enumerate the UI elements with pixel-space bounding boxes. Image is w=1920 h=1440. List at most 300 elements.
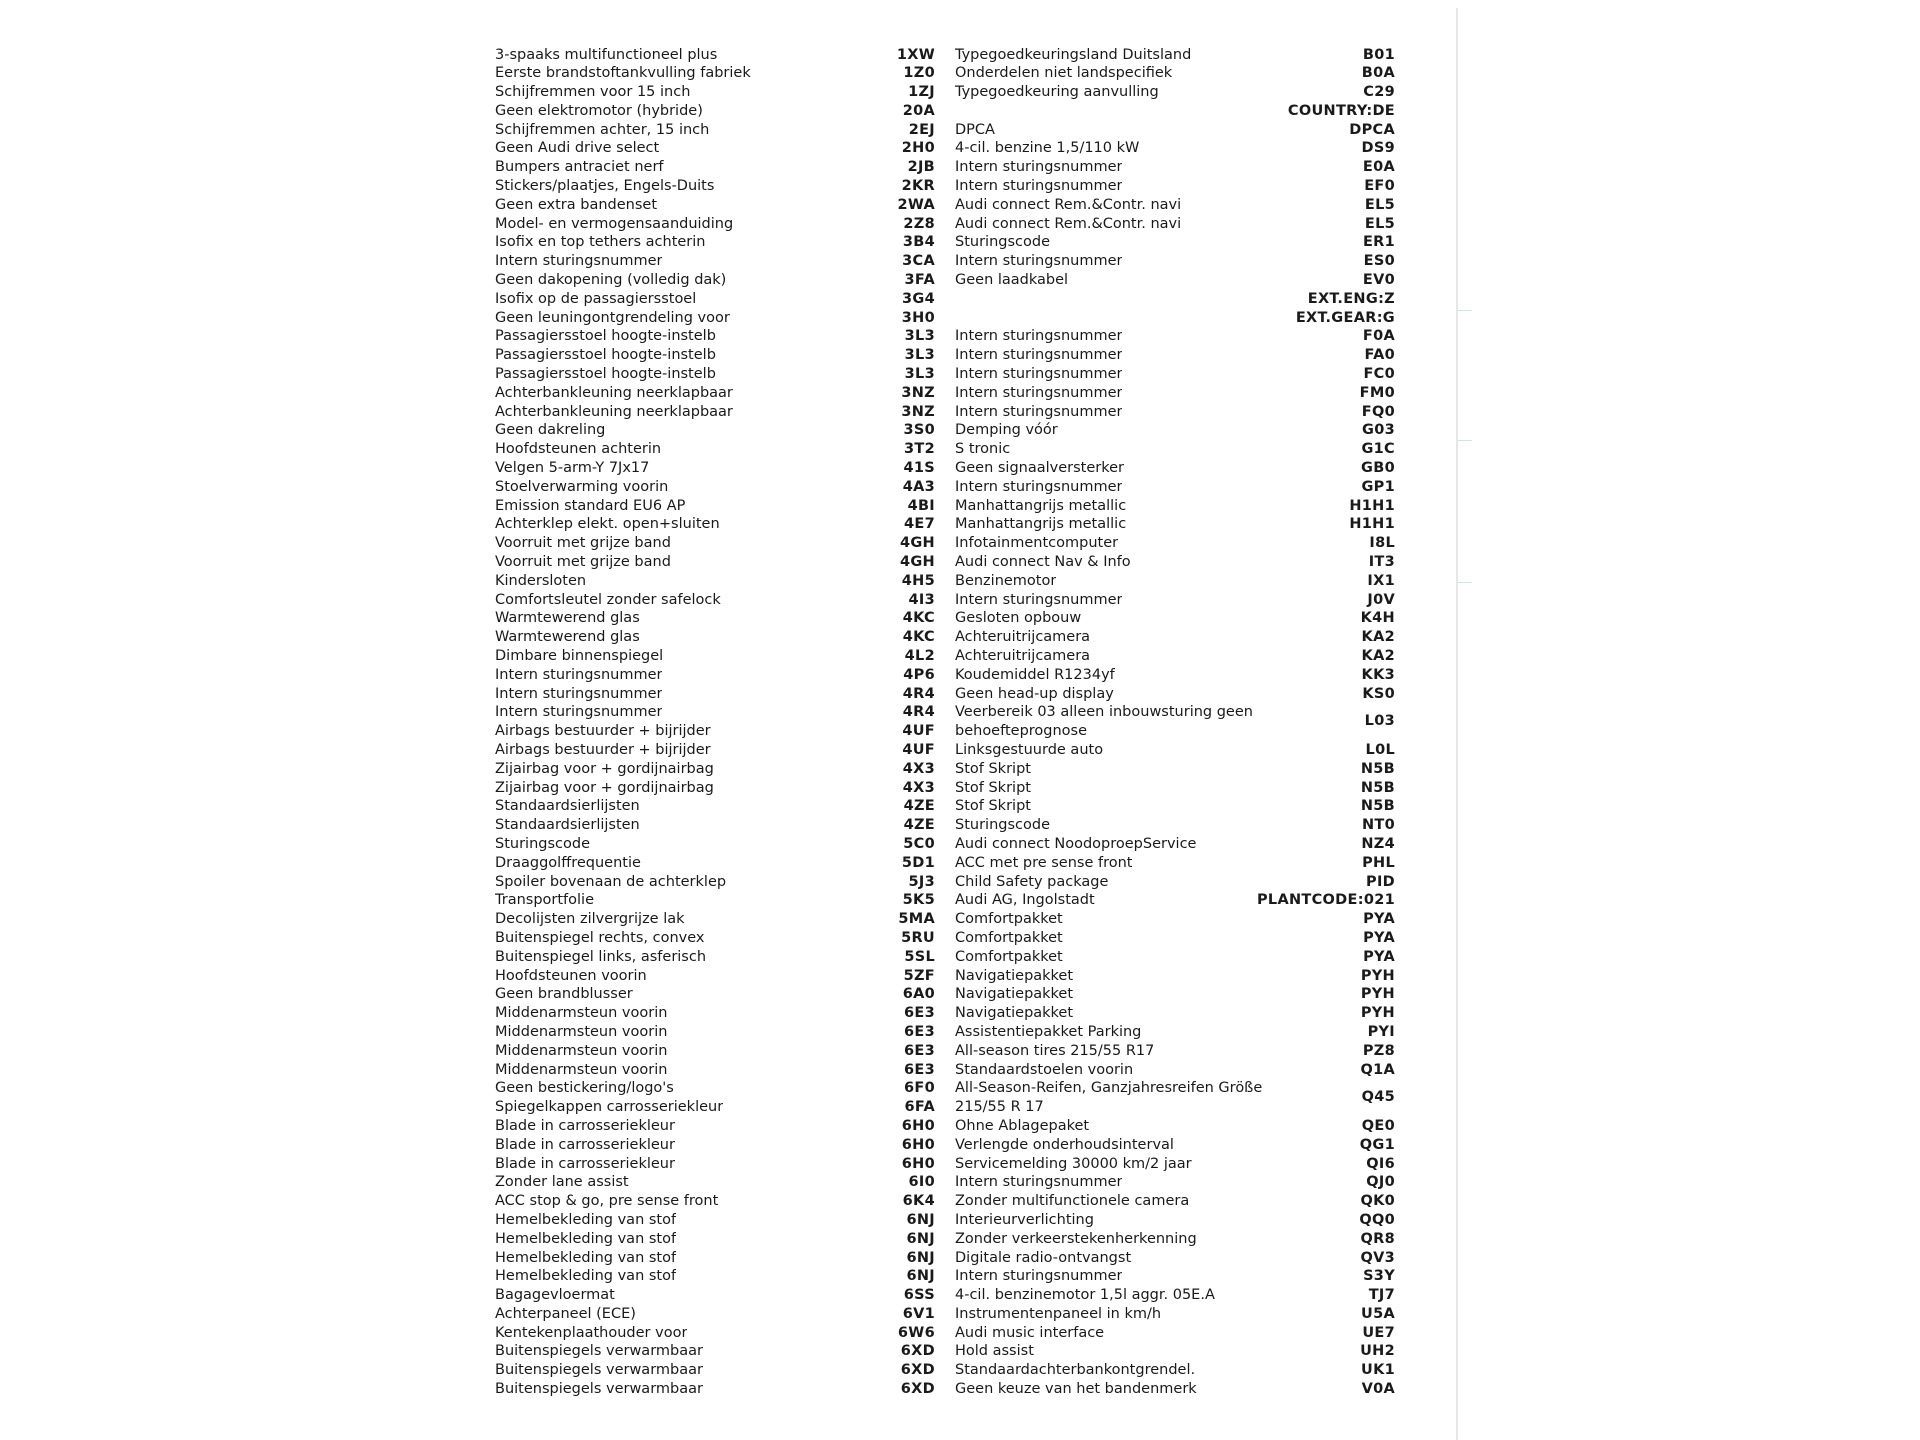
option-description: Intern sturingsnummer — [955, 478, 1123, 495]
option-description: Warmtewerend glas — [495, 629, 640, 646]
option-code: 5SL — [904, 948, 935, 965]
option-row — [955, 553, 1395, 572]
option-row — [495, 1211, 935, 1230]
option-row — [495, 797, 935, 816]
option-code: 6V1 — [902, 1305, 935, 1322]
option-row — [495, 1117, 935, 1136]
option-description: Blade in carrosseriekleur — [495, 1155, 675, 1172]
option-description: 4-cil. benzine 1,5/110 kW — [955, 140, 1140, 157]
option-code: 4X3 — [902, 779, 935, 796]
option-code: KS0 — [1362, 685, 1395, 702]
option-code: QQ0 — [1359, 1211, 1395, 1228]
option-row — [495, 1305, 935, 1324]
option-description: Intern sturingsnummer — [955, 253, 1123, 270]
option-description: Buitenspiegels verwarmbaar — [495, 1343, 703, 1360]
option-description: Middenarmsteun voorin — [495, 1005, 668, 1022]
option-description: All-season tires 215/55 R17 — [955, 1042, 1155, 1059]
option-row — [955, 1061, 1395, 1080]
option-description: Model- en vermogensaanduiding — [495, 215, 734, 232]
option-row — [955, 497, 1395, 516]
option-row — [955, 891, 1395, 910]
option-row — [955, 158, 1395, 177]
option-code: 5ZF — [903, 967, 935, 984]
option-code: 20A — [902, 102, 935, 119]
option-code: 4R4 — [902, 685, 935, 702]
option-code: 3FA — [904, 272, 935, 289]
option-code: 3L3 — [904, 347, 935, 364]
option-row — [495, 1023, 935, 1042]
option-row — [955, 1211, 1395, 1230]
option-row — [495, 1286, 935, 1305]
option-row — [495, 609, 935, 628]
option-row — [495, 741, 935, 760]
option-description: Middenarmsteun voorin — [495, 1042, 668, 1059]
option-row — [955, 741, 1395, 760]
option-code: 3NZ — [901, 403, 935, 420]
option-description: Geen keuze van het bandenmerk — [955, 1381, 1197, 1398]
option-row — [955, 816, 1395, 835]
options-list-right — [955, 46, 1395, 1399]
option-row — [955, 591, 1395, 610]
option-description: Zijairbag voor + gordijnairbag — [495, 760, 714, 777]
option-row — [955, 121, 1395, 140]
option-description: Geen extra bandenset — [495, 196, 658, 213]
option-row — [495, 1155, 935, 1174]
option-code: C29 — [1363, 84, 1395, 101]
option-description: Transportfolie — [495, 892, 594, 909]
option-row — [955, 309, 1395, 328]
option-code: FM0 — [1359, 384, 1395, 401]
option-code: QI6 — [1366, 1155, 1395, 1172]
option-description: Assistentiepakket Parking — [955, 1023, 1142, 1040]
option-row — [955, 290, 1395, 309]
option-code: 41S — [903, 460, 935, 477]
option-description: Middenarmsteun voorin — [495, 1023, 668, 1040]
option-code: 6SS — [903, 1287, 935, 1304]
option-row — [495, 478, 935, 497]
option-description: Benzinemotor — [955, 572, 1057, 589]
option-description: Stof Skript — [955, 760, 1031, 777]
option-description: Comfortsleutel zonder safelock — [495, 591, 721, 608]
option-code: 3L3 — [904, 366, 935, 383]
option-row — [955, 384, 1395, 403]
option-description: 4-cil. benzinemotor 1,5l aggr. 05E.A — [955, 1287, 1215, 1304]
option-description: ACC met pre sense front — [955, 854, 1133, 871]
option-code: 6F0 — [904, 1080, 935, 1097]
option-row — [955, 515, 1395, 534]
option-code: 3T2 — [904, 441, 935, 458]
option-row — [495, 1192, 935, 1211]
option-code: DS9 — [1361, 140, 1395, 157]
option-description: Ohne Ablagepaket — [955, 1117, 1090, 1134]
option-row — [955, 835, 1395, 854]
option-code: UE7 — [1362, 1324, 1395, 1341]
option-code: 3NZ — [901, 384, 935, 401]
option-description: Schijfremmen achter, 15 inch — [495, 121, 710, 138]
option-code: PLANTCODE:021 — [1257, 892, 1395, 909]
option-code: IT3 — [1368, 554, 1395, 571]
option-row — [495, 1136, 935, 1155]
option-code: 2WA — [897, 196, 935, 213]
option-description: Koudemiddel R1234yf — [955, 666, 1115, 683]
option-code: 2JB — [907, 159, 935, 176]
option-row — [955, 1023, 1395, 1042]
option-row — [495, 83, 935, 102]
option-row — [495, 252, 935, 271]
option-code: 5K5 — [902, 892, 935, 909]
option-description: Standaardstoelen voorin — [955, 1061, 1134, 1078]
option-description: Geen dakopening (volledig dak) — [495, 272, 727, 289]
option-row — [495, 1061, 935, 1080]
option-description: Intern sturingsnummer — [955, 328, 1123, 345]
option-description: Achterklep elekt. open+sluiten — [495, 516, 720, 533]
option-code: 3S0 — [903, 422, 935, 439]
option-row — [955, 572, 1395, 591]
option-row — [495, 440, 935, 459]
option-row — [495, 760, 935, 779]
option-row — [955, 215, 1395, 234]
option-row — [495, 46, 935, 65]
option-row — [495, 1249, 935, 1268]
option-row — [495, 835, 935, 854]
option-code: 4GH — [899, 554, 935, 571]
option-description: Spiegelkappen carrosseriekleur — [495, 1099, 724, 1116]
option-code: 6NJ — [906, 1211, 935, 1228]
option-code: 6K4 — [902, 1193, 935, 1210]
option-code: K4H — [1360, 610, 1395, 627]
option-description: Geen bestickering/logo's — [495, 1080, 674, 1097]
option-row — [955, 1136, 1395, 1155]
option-code: UH2 — [1360, 1343, 1395, 1360]
option-code: KA2 — [1361, 629, 1395, 646]
option-code: 6H0 — [901, 1155, 935, 1172]
option-code: EXT.GEAR:G — [1295, 309, 1395, 326]
option-description: Airbags bestuurder + bijrijder — [495, 741, 711, 758]
option-description: Schijfremmen voor 15 inch — [495, 84, 691, 101]
option-row — [955, 1286, 1395, 1305]
option-row — [955, 666, 1395, 685]
option-row — [495, 346, 935, 365]
option-row — [495, 591, 935, 610]
option-row — [955, 271, 1395, 290]
option-description: Zijairbag voor + gordijnairbag — [495, 779, 714, 796]
scan-mark — [1458, 310, 1472, 311]
option-description: Emission standard EU6 AP — [495, 497, 686, 514]
option-code: GP1 — [1361, 478, 1395, 495]
option-description: Hold assist — [955, 1343, 1034, 1360]
option-code: U5A — [1361, 1305, 1395, 1322]
option-description: 3-spaaks multifunctioneel plus — [495, 46, 718, 63]
option-description: Infotainmentcomputer — [955, 535, 1119, 552]
option-description: All-Season-Reifen, Ganzjahresreifen Größe 215/55 R 17 — [955, 1080, 1263, 1116]
option-code: 5D1 — [901, 854, 935, 871]
option-description: Geen signaalversterker — [955, 460, 1125, 477]
option-row — [495, 647, 935, 666]
option-description: Audi music interface — [955, 1324, 1105, 1341]
option-description: Hemelbekleding van stof — [495, 1249, 677, 1266]
option-description: ACC stop & go, pre sense front — [495, 1193, 719, 1210]
option-row — [955, 252, 1395, 271]
option-row — [495, 891, 935, 910]
option-code: FQ0 — [1361, 403, 1395, 420]
option-row — [955, 365, 1395, 384]
option-description: Hoofdsteunen achterin — [495, 441, 662, 458]
option-code: N5B — [1360, 779, 1395, 796]
option-row — [955, 46, 1395, 65]
option-description: Isofix op de passagiersstoel — [495, 290, 697, 307]
option-code: 5C0 — [903, 835, 935, 852]
option-row — [955, 440, 1395, 459]
option-row — [495, 722, 935, 741]
option-code: PYH — [1360, 1005, 1395, 1022]
option-code: 5J3 — [908, 873, 935, 890]
option-code: 6NJ — [906, 1249, 935, 1266]
option-row — [955, 1004, 1395, 1023]
option-code: PYA — [1363, 911, 1395, 928]
option-row — [955, 534, 1395, 553]
option-description: Intern sturingsnummer — [955, 1268, 1123, 1285]
option-code: QR8 — [1360, 1230, 1395, 1247]
option-row — [495, 365, 935, 384]
option-description: Draaggolffrequentie — [495, 854, 641, 871]
option-code: QE0 — [1361, 1117, 1395, 1134]
scan-mark — [1458, 440, 1472, 441]
option-code: IX1 — [1367, 572, 1395, 589]
option-code: ER1 — [1362, 234, 1395, 251]
option-code: 6NJ — [906, 1268, 935, 1285]
option-row — [955, 327, 1395, 346]
option-row — [495, 985, 935, 1004]
option-code: PYH — [1360, 967, 1395, 984]
option-description: Servicemelding 30000 km/2 jaar — [955, 1155, 1192, 1172]
option-row — [495, 1042, 935, 1061]
option-code: H1H1 — [1349, 516, 1395, 533]
option-description: Child Safety package — [955, 873, 1109, 890]
option-description: Zonder verkeerstekenherkenning — [955, 1230, 1197, 1247]
option-code: UK1 — [1361, 1362, 1395, 1379]
option-row — [495, 384, 935, 403]
option-code: 4ZE — [903, 798, 935, 815]
option-description: Velgen 5-arm-Y 7Jx17 — [495, 460, 650, 477]
option-row — [955, 628, 1395, 647]
option-code: 1XW — [896, 46, 935, 63]
option-code: 6FA — [904, 1099, 935, 1116]
option-code: FC0 — [1363, 366, 1395, 383]
option-row — [955, 346, 1395, 365]
option-code: QG1 — [1359, 1136, 1395, 1153]
option-row — [495, 666, 935, 685]
option-code: 2Z8 — [903, 215, 935, 232]
option-row — [495, 121, 935, 140]
option-code: EV0 — [1362, 272, 1395, 289]
option-description: Audi connect NoodoproepService — [955, 835, 1197, 852]
option-code: ES0 — [1363, 253, 1395, 270]
option-description: Hoofdsteunen voorin — [495, 967, 647, 984]
option-code: EF0 — [1364, 178, 1395, 195]
option-row — [955, 139, 1395, 158]
option-description: Buitenspiegel links, asferisch — [495, 948, 707, 965]
option-description: Comfortpakket — [955, 929, 1063, 946]
option-code: QJ0 — [1366, 1174, 1395, 1191]
option-code: 4ZE — [903, 817, 935, 834]
option-row — [495, 628, 935, 647]
scan-page-edge — [1456, 8, 1458, 1440]
option-code: PZ8 — [1362, 1042, 1395, 1059]
option-row — [955, 1042, 1395, 1061]
option-row — [495, 515, 935, 534]
option-row — [495, 854, 935, 873]
option-code: 3CA — [902, 253, 935, 270]
option-description: Voorruit met grijze band — [495, 535, 671, 552]
option-row — [955, 647, 1395, 666]
option-row — [955, 478, 1395, 497]
option-code: NZ4 — [1361, 835, 1395, 852]
option-row — [495, 158, 935, 177]
option-description: Typegoedkeuring aanvulling — [955, 84, 1159, 101]
option-description: Middenarmsteun voorin — [495, 1061, 668, 1078]
option-row — [495, 910, 935, 929]
option-code: B0A — [1361, 65, 1395, 82]
option-description: Sturingscode — [495, 835, 590, 852]
option-row — [495, 1079, 935, 1098]
option-description: Voorruit met grijze band — [495, 554, 671, 571]
option-row — [955, 1249, 1395, 1268]
option-row — [955, 102, 1395, 121]
option-code: 4UF — [902, 723, 935, 740]
option-row — [495, 929, 935, 948]
option-description: Veerbereik 03 alleen inbouwsturing geen behoefteprognose — [955, 704, 1253, 740]
option-code: 6W6 — [897, 1324, 935, 1341]
option-description: Zonder lane assist — [495, 1174, 629, 1191]
option-row — [955, 1342, 1395, 1361]
option-description: Decolijsten zilvergrijze lak — [495, 911, 685, 928]
option-description: Manhattangrijs metallic — [955, 497, 1127, 514]
option-description: Hemelbekleding van stof — [495, 1230, 677, 1247]
option-description: Interieurverlichting — [955, 1211, 1094, 1228]
option-code: 4I3 — [908, 591, 935, 608]
option-description: Warmtewerend glas — [495, 610, 640, 627]
option-description: Intern sturingsnummer — [955, 347, 1123, 364]
option-code: 6E3 — [904, 1023, 935, 1040]
option-code: 6NJ — [906, 1230, 935, 1247]
option-code: I8L — [1369, 535, 1395, 552]
option-description: Achterpaneel (ECE) — [495, 1305, 636, 1322]
option-description: Verlengde onderhoudsinterval — [955, 1136, 1174, 1153]
option-code: EL5 — [1364, 215, 1395, 232]
option-description: Achteruitrijcamera — [955, 629, 1091, 646]
option-row — [955, 459, 1395, 478]
option-row — [495, 139, 935, 158]
option-code: 2H0 — [901, 140, 935, 157]
option-description: Onderdelen niet landspecifiek — [955, 65, 1173, 82]
option-code: 4A3 — [902, 478, 935, 495]
option-description: Intern sturingsnummer — [495, 685, 663, 702]
option-code: PID — [1366, 873, 1395, 890]
option-code: Q45 — [1361, 1089, 1395, 1106]
option-row — [495, 1098, 935, 1117]
option-code: N5B — [1360, 760, 1395, 777]
option-code: FA0 — [1364, 347, 1395, 364]
option-row — [955, 854, 1395, 873]
option-row — [495, 572, 935, 591]
option-row — [495, 497, 935, 516]
option-description: Linksgestuurde auto — [955, 741, 1104, 758]
option-row — [955, 1173, 1395, 1192]
option-description: Typegoedkeuringsland Duitsland — [955, 46, 1192, 63]
option-code: L03 — [1364, 713, 1395, 730]
option-row — [495, 233, 935, 252]
option-description: Intern sturingsnummer — [495, 253, 663, 270]
option-code: QK0 — [1360, 1193, 1395, 1210]
option-row — [495, 1230, 935, 1249]
option-description: Intern sturingsnummer — [955, 403, 1123, 420]
option-row — [495, 215, 935, 234]
option-row — [495, 1342, 935, 1361]
option-code: 6E3 — [904, 1061, 935, 1078]
option-code: J0V — [1367, 591, 1395, 608]
option-row — [495, 196, 935, 215]
option-code: 5MA — [898, 911, 935, 928]
option-code: L0L — [1365, 741, 1395, 758]
option-description: Blade in carrosseriekleur — [495, 1136, 675, 1153]
option-row — [495, 948, 935, 967]
option-row — [955, 948, 1395, 967]
option-code: 6XD — [900, 1343, 935, 1360]
option-row — [495, 327, 935, 346]
option-description: Stickers/plaatjes, Engels-Duits — [495, 178, 715, 195]
option-code: TJ7 — [1368, 1287, 1395, 1304]
option-description: Intern sturingsnummer — [955, 366, 1123, 383]
option-description: Passagiersstoel hoogte-instelb — [495, 366, 716, 383]
option-code: 4UF — [902, 741, 935, 758]
option-description: DPCA — [955, 121, 995, 138]
option-row — [955, 83, 1395, 102]
option-row — [955, 1155, 1395, 1174]
option-description: Standaardsierlijsten — [495, 798, 640, 815]
option-row — [955, 196, 1395, 215]
option-code: 6E3 — [904, 1005, 935, 1022]
option-description: Gesloten opbouw — [955, 610, 1082, 627]
option-row — [495, 553, 935, 572]
option-code: 3H0 — [901, 309, 935, 326]
option-code: 6H0 — [901, 1117, 935, 1134]
option-code: F0A — [1362, 328, 1395, 345]
option-description: Achterbankleuning neerklapbaar — [495, 384, 733, 401]
option-row — [955, 967, 1395, 986]
option-code: 4BI — [907, 497, 935, 514]
option-row — [495, 1324, 935, 1343]
option-description: Geen leuningontgrendeling voor — [495, 309, 730, 326]
option-row — [955, 403, 1395, 422]
option-row — [955, 1117, 1395, 1136]
option-row — [955, 1079, 1395, 1117]
option-code: 4GH — [899, 535, 935, 552]
option-code: 2KR — [901, 178, 935, 195]
option-description: Intern sturingsnummer — [495, 704, 663, 721]
option-description: Demping vóór — [955, 422, 1058, 439]
option-description: Comfortpakket — [955, 948, 1063, 965]
option-row — [955, 1267, 1395, 1286]
option-row — [495, 1004, 935, 1023]
option-row — [955, 177, 1395, 196]
option-description: Isofix en top tethers achterin — [495, 234, 706, 251]
option-row — [495, 1361, 935, 1380]
option-description: Geen laadkabel — [955, 272, 1069, 289]
option-row — [955, 760, 1395, 779]
option-description: Stof Skript — [955, 798, 1031, 815]
option-code: PYH — [1360, 986, 1395, 1003]
option-row — [955, 929, 1395, 948]
